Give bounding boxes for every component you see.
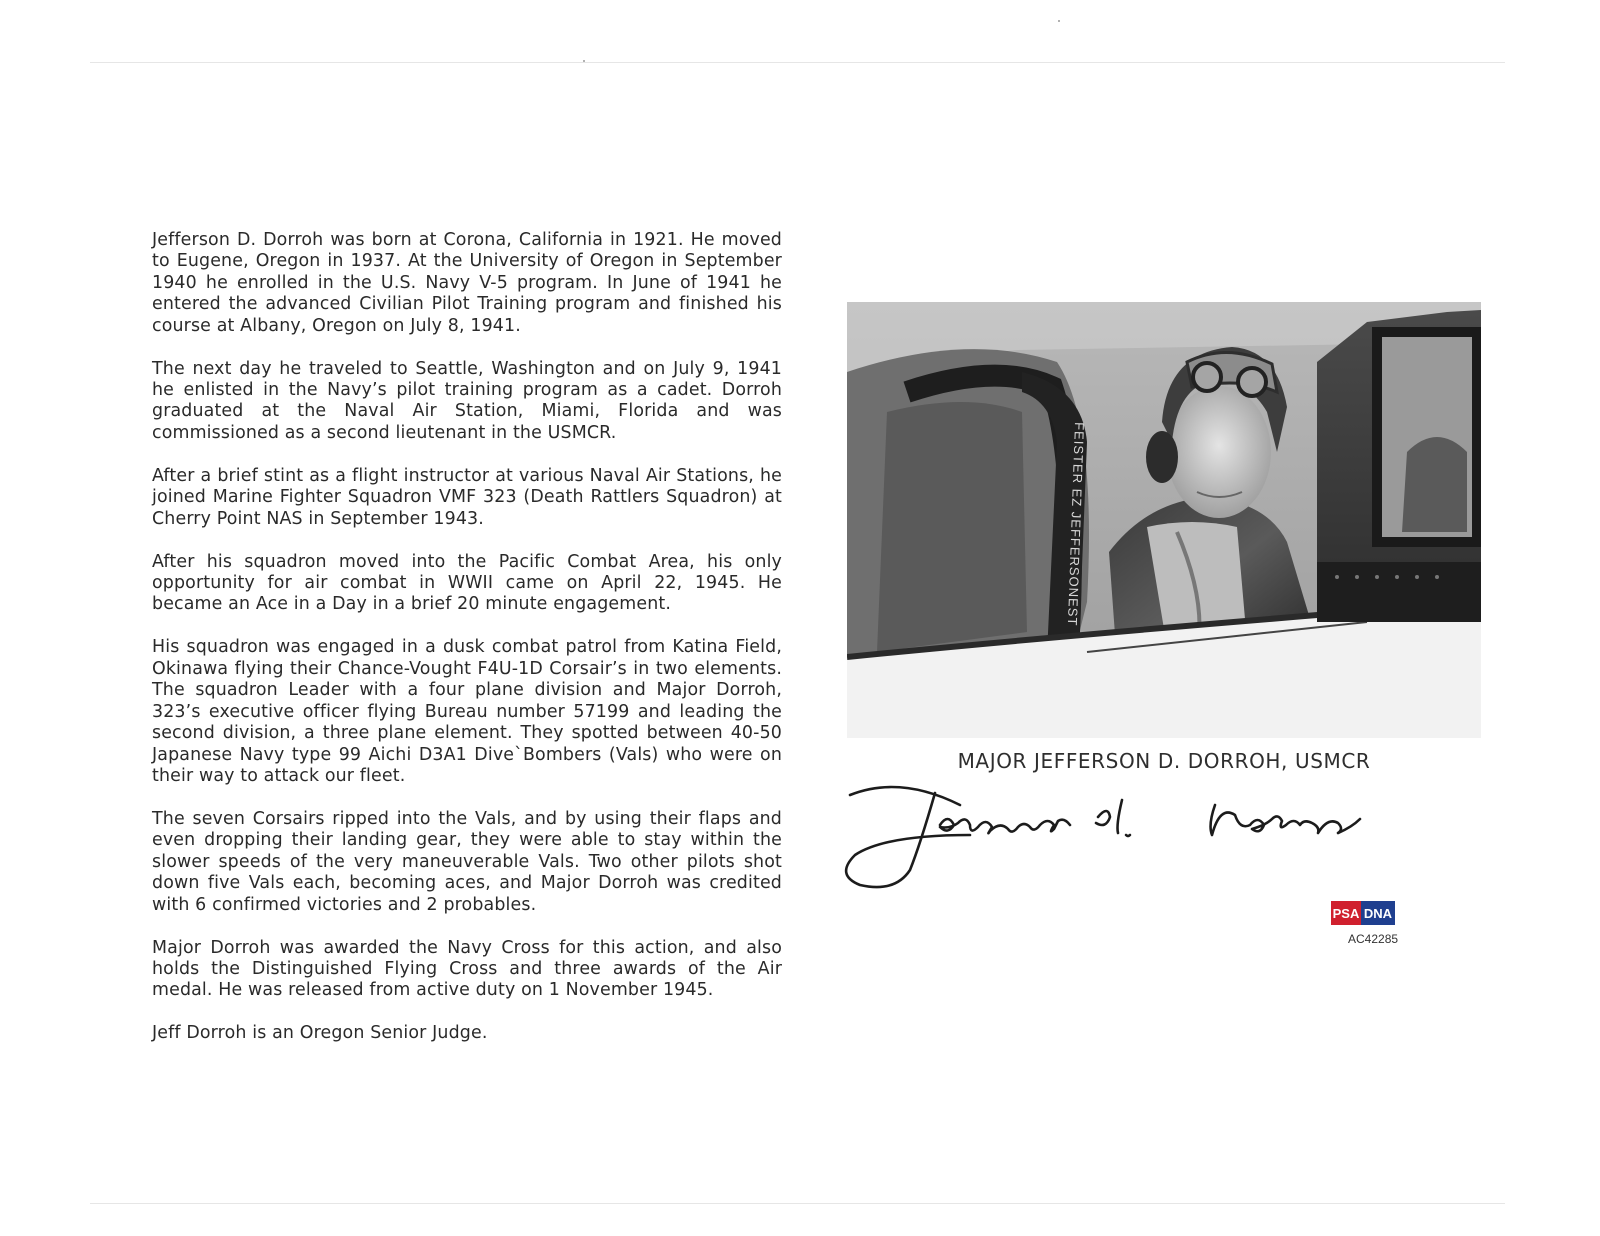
psa-logo-text: PSA: [1332, 906, 1360, 921]
paper-speck: [583, 60, 585, 62]
dna-logo-text: DNA: [1363, 906, 1393, 921]
photo-illustration: [847, 302, 1481, 738]
top-fold-line: [90, 62, 1505, 63]
bottom-fold-line: [90, 1203, 1505, 1204]
fuselage-lettering: FEISTER EZ JEFFERSONEST: [1064, 421, 1087, 627]
photo-caption: MAJOR JEFFERSON D. DORROH, USMCR: [957, 749, 1371, 773]
paper-speck: [1058, 20, 1060, 22]
biography-text: [152, 230, 782, 1066]
bio-paragraph: Jefferson D. Dorroh was born at Corona, California in 1921. He moved to Eugene, Oregon in 1937. At the University of Oregon in September 1940 he enrolled in the U.S. Navy V-5 program. In June of 1941 he entered the advanced Civilian Pilot Training program and finished his course at Albany, Oregon on July 8, 1941.: [152, 230, 782, 336]
bio-paragraph: After his squadron moved into the Pacific Combat Area, his only opportunity for air combat in WWII came on April 22, 1945. He became an Ace in a Day in a brief 20 minute engagement.: [152, 551, 782, 615]
bio-paragraph: The seven Corsairs ripped into the Vals, and by using their flaps and even dropping their landing gear, they were able to stay within the slower speeds of the very maneuverable Vals. Two other pilots shot down five Vals each, becoming aces, and Major Dorroh was credited with 6 confirmed victories and 2 probables.: [152, 808, 782, 915]
bio-paragraph: After a brief stint as a flight instructor at various Naval Air Stations, he joined Marine Fighter Squadron VMF 323 (Death Rattlers Squadron) at Cherry Point NAS in September 1943.: [152, 465, 782, 529]
bio-paragraph: Jeff Dorroh is an Oregon Senior Judge.: [152, 1023, 488, 1044]
bio-paragraph: His squadron was engaged in a dusk combat patrol from Katina Field, Okinawa flying their Chance-Vought F4U-1D Corsair’s in two elements. The squadron Leader with a four plane division and Major Dorroh, 323’s executive officer flying Bureau number 57199 and leading the second division, a three plane element. They spotted between 40-50 Japanese Navy type 99 Aichi D3A1 Dive`Bombers (Vals) who were on their way to attack our fleet.: [152, 637, 782, 786]
handwritten-signature: [840, 775, 1420, 895]
bio-paragraph: Major Dorroh was awarded the Navy Cross for this action, and also holds the Distinguished Flying Cross and three awards of the Air medal. He was released from active duty on 1 November 1945.: [152, 937, 782, 1001]
authentication-code: AC42285: [1348, 932, 1399, 946]
bio-paragraph: The next day he traveled to Seattle, Washington and on July 9, 1941 he enlisted in the Navy’s pilot training program as a cadet. Dorroh graduated at the Naval Air Station, Miami, Florida and was commissioned as a second lieutenant in the USMCR.: [152, 358, 782, 443]
pilot-in-cockpit-photo: [847, 302, 1481, 738]
psa-dna-logo: [1331, 901, 1395, 925]
